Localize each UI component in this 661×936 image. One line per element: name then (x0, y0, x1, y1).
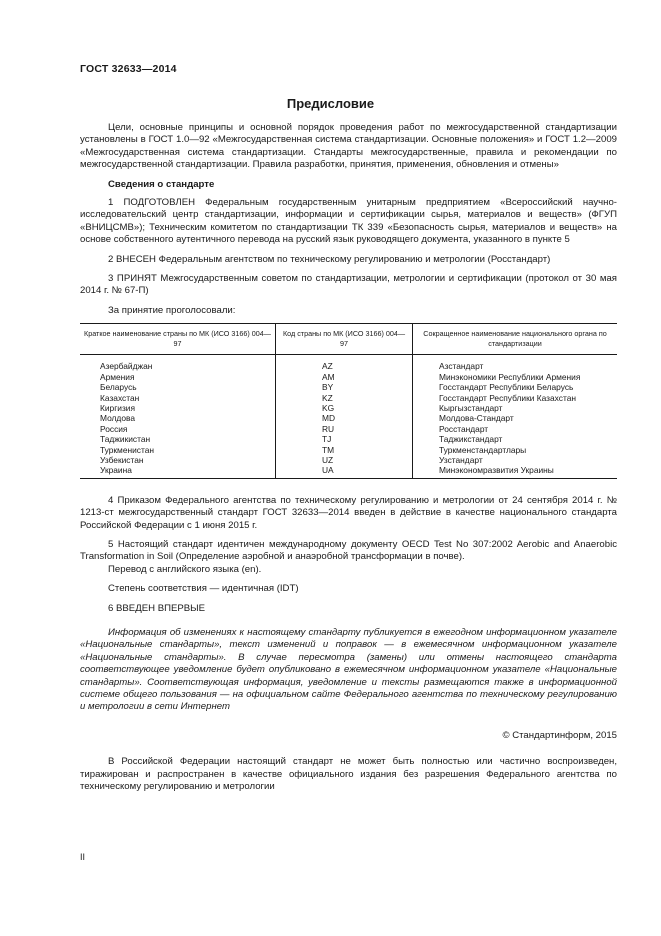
country-cell: Таджикистан (100, 434, 151, 445)
country-cell: Армения (100, 371, 135, 382)
code-cell: TM (276, 445, 413, 455)
table-row (80, 355, 617, 372)
country-cell: Туркменистан (100, 444, 154, 455)
agency-cell: Кыргызстандарт (413, 403, 618, 413)
code-cell: TJ (276, 434, 413, 444)
table-row (80, 393, 617, 403)
item-4-enacted: 4 Приказом Федерального агентства по техническому регулированию и метрологии от 24 сентября 2014 г. № 1213-ст межгосударственный стандарт ГОСТ 32633—2014 введен в действие в качестве национального стандарта Российской Федерации с 1 июня 2015 г. (80, 494, 617, 531)
vote-intro: За принятие проголосовали: (108, 304, 236, 316)
agency-cell: Таджикстандарт (413, 434, 618, 444)
page-title: Предисловие (286, 96, 375, 111)
country-cell: Казахстан (100, 392, 140, 403)
code-cell: BY (276, 382, 413, 392)
item-3-adopted: 3 ПРИНЯТ Межгосударственным советом по стандартизации, метрологии и сертификации (протокол от 30 мая 2014 г. № 67-П) (80, 273, 617, 297)
table-row (80, 372, 617, 382)
agency-cell: Молдова-Стандарт (413, 413, 618, 423)
country-cell: Азербайджан (100, 361, 153, 372)
table-row (80, 403, 617, 413)
table-row (80, 424, 617, 434)
table-body (80, 355, 617, 478)
table-row (80, 445, 617, 455)
table-row (80, 434, 617, 444)
intro-paragraph: Цели, основные принципы и основной порядок проведения работ по межгосударственной стандартизации установлены в ГОСТ 1.0—92 «Межгосударственная система стандартизации. Основные положения» и ГОСТ 1.2—2009 «Межгосударственная система стандартизации. Стандарты межгосударственные, правила и рекомендации по межгосударственной стандартизации. Правила разработки, принятия, применения, обновления и отмены» (80, 122, 617, 171)
table-row (80, 455, 617, 465)
code-cell: RU (276, 424, 413, 434)
code-cell: MD (276, 413, 413, 423)
country-cell: Узбекистан (100, 454, 144, 465)
country-cell: Киргизия (100, 402, 136, 413)
agency-cell: Минэкономразвития Украины (413, 465, 618, 478)
code-cell: UZ (276, 455, 413, 465)
voting-countries-table (80, 323, 617, 478)
item-6-introduced: 6 ВВЕДЕН ВПЕРВЫЕ (108, 602, 206, 614)
code-cell: KZ (276, 393, 413, 403)
column-header-agency: Сокращенное наименование национального органа по стандартизации (413, 324, 618, 355)
agency-cell: Туркменстандартлары (413, 445, 618, 455)
code-cell: AM (276, 372, 413, 382)
agency-cell: Госстандарт Республики Беларусь (413, 382, 618, 392)
code-cell: AZ (276, 355, 413, 372)
column-header-country: Краткое наименование страны по МК (ИСО 3166) 004—97 (80, 324, 276, 355)
table-row (80, 413, 617, 423)
item-5-conformity: Степень соответствия — идентичная (IDT) (108, 583, 299, 595)
country-cell: Украина (80, 465, 276, 478)
item-1-prepared: 1 ПОДГОТОВЛЕН Федеральным государственным унитарным предприятием «Всероссийский научно-исследовательский центр стандартизации, информации и сертификации сырья, материалов и веществ» (ФГУП «ВНИЦСМВ»); Техническим комитетом по стандартизации ТК 339 «Безопасность сырья, материалов и веществ» на основе собственного аутентичного перевода на русский язык руководящего документа, указанного в пункте 5 (80, 197, 617, 246)
code-cell: KG (276, 403, 413, 413)
document-id-header: ГОСТ 32633—2014 (80, 63, 177, 75)
code-cell: UA (276, 465, 413, 478)
agency-cell: Азстандарт (413, 355, 618, 372)
column-header-code: Код страны по МК (ИСО 3166) 004—97 (276, 324, 413, 355)
agency-cell: Росстандарт (413, 424, 618, 434)
table-row (80, 382, 617, 392)
rights-paragraph: В Российской Федерации настоящий стандарт не может быть полностью или частично воспроизведен, тиражирован и распространен в качестве официального издания без разрешения Федерального агентства по техническому регулированию и метрологии (80, 756, 617, 793)
page-number: II (80, 852, 86, 862)
agency-cell: Госстандарт Республики Казахстан (413, 393, 618, 403)
item-2-submitted: 2 ВНЕСЕН Федеральным агентством по техническому регулированию и метрологии (Росстандарт) (108, 253, 551, 265)
item-5-identical: 5 Настоящий стандарт идентичен международному документу OECD Test No 307:2002 Aerobic and Anaerobic Transformation in Soil (Определение аэробной и анаэробной трансформации в почве). (80, 538, 617, 563)
country-cell: Молдова (100, 413, 135, 424)
table-header-row (80, 324, 617, 355)
agency-cell: Узстандарт (413, 455, 618, 465)
country-cell: Россия (100, 423, 128, 434)
table-row (80, 465, 617, 478)
standard-info-heading: Сведения о стандарте (108, 178, 215, 190)
changes-notice: Информация об изменениях к настоящему стандарту публикуется в ежегодном информационном указателе «Национальные стандарты», текст изменений и поправок — в ежемесячном информационном указателе «Национальные стандарты». В случае пересмотра (замены) или отмены настоящего стандарта соответствующее уведомление будет опубликовано в ежемесячном информационном указателе «Национальные стандарты». Соответствующая информация, уведомление и тексты размещаются также в информационной системе общего пользования — на официальном сайте Федерального агентства по техническому регулированию и метрологии в сети Интернет (80, 627, 617, 713)
foreword-content (80, 122, 617, 793)
item-5-translation: Перевод с английского языка (en). (108, 563, 262, 575)
agency-cell: Минэкономики Республики Армения (413, 372, 618, 382)
copyright-line: © Стандартинформ, 2015 (502, 729, 617, 741)
country-cell: Беларусь (100, 382, 137, 393)
